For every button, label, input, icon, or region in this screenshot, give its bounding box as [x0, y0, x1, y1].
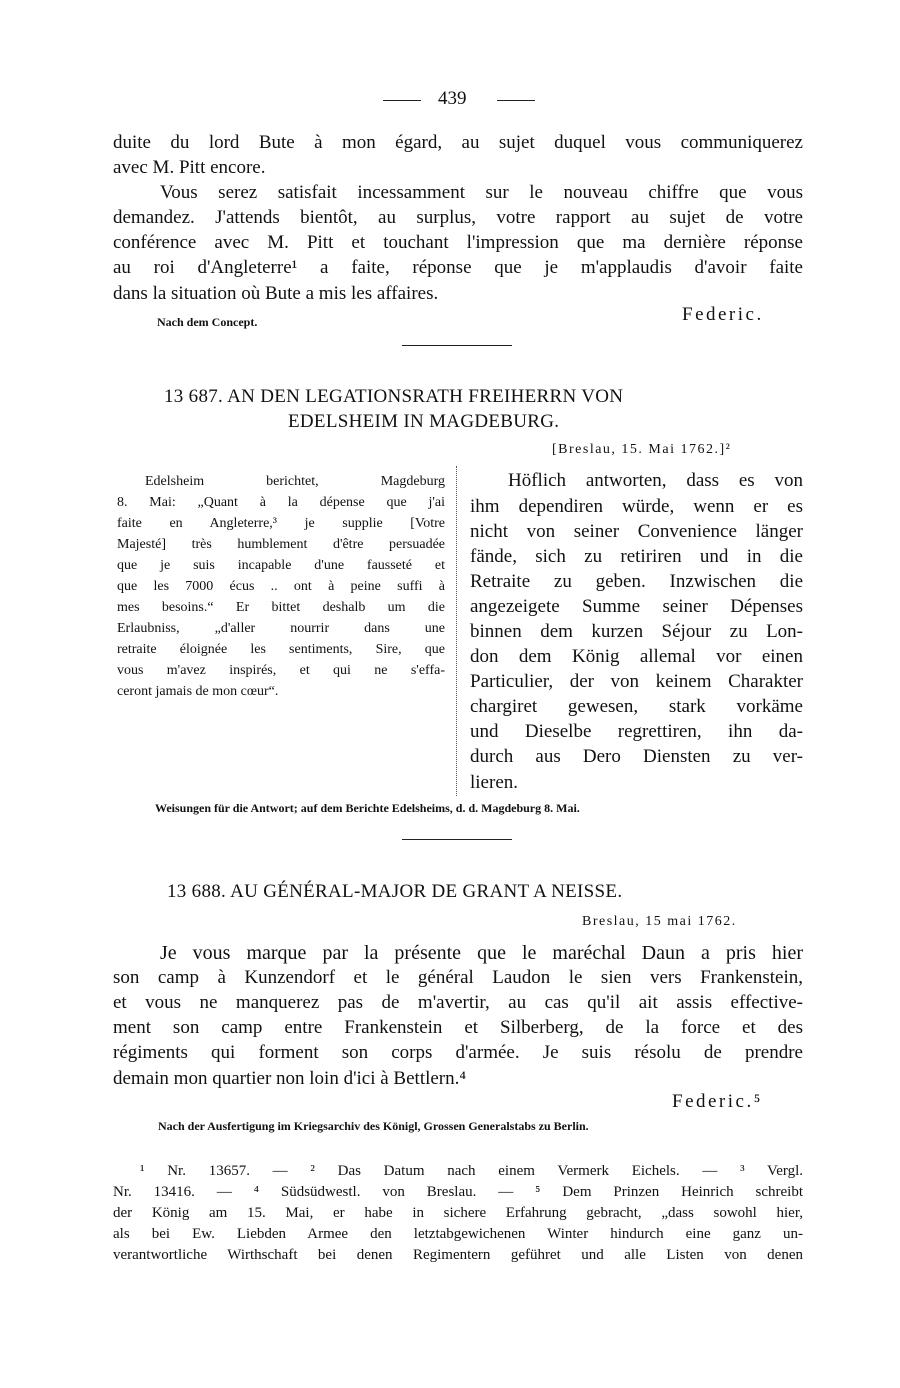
letter-line: régiments qui forment son corps d'armée. Je suis résolu de prendre [113, 1042, 803, 1063]
reply-line: Particulier, der von keinem Charakter [470, 671, 803, 692]
column-divider [456, 466, 457, 796]
reply-line: Retraite zu geben. Inzwischen die [470, 571, 803, 592]
report-line: Majesté] très humblement d'être persuadée [117, 537, 445, 552]
footnote-line: der König am 15. Mai, er habe in sichere Erfahrung gebracht, „dass sowohl hier, [113, 1205, 803, 1221]
letter-line: son camp à Kunzendorf et le général Laudon le sien vers Frankenstein, [113, 967, 803, 988]
reply-line: und Dieselbe regrettiren, ihn da- [470, 721, 803, 742]
letter-line: demain mon quartier non loin d'ici à Bettlern.⁴ [113, 1068, 467, 1089]
report-line: Edelsheim berichtet, Magdeburg [145, 474, 445, 489]
letter-13688-signature: Federic.⁵ [672, 1091, 763, 1112]
intro-signature: Federic. [682, 304, 764, 325]
reply-line: angezeigete Summe seiner Dépenses [470, 596, 803, 617]
report-line: mes besoins.“ Er bittet deshalb um die [117, 600, 445, 615]
report-line: que je suis incapable d'une fausseté et [117, 558, 445, 573]
footnote-line: verantwortliche Wirthschaft bei denen Regimentern geführet und alle Listen von denen [113, 1247, 803, 1263]
intro-source-note: Nach dem Concept. [157, 315, 258, 329]
reply-line: binnen dem kurzen Séjour zu Lon- [470, 621, 803, 642]
intro-line: dans la situation où Bute a mis les affaires. [113, 283, 439, 304]
reply-line: Höflich antworten, dass es von [508, 470, 803, 491]
report-line: ceront jamais de mon cœur“. [117, 684, 279, 699]
reply-line: nicht von seiner Convenience länger [470, 521, 803, 542]
letter-line: ment son camp entre Frankenstein et Silberberg, de la force et des [113, 1017, 803, 1038]
footnote-line: als bei Ew. Liebden Armee den letztabgewichenen Winter hindurch eine ganz un- [113, 1226, 803, 1242]
reply-line: ihm dependiren würde, wenn er es [470, 496, 803, 517]
letter-line: et vous ne manquerez pas de m'avertir, au cas qu'il ait assis effective- [113, 992, 803, 1013]
report-line: 8. Mai: „Quant à la dépense que j'ai [117, 495, 445, 510]
letter-13687-heading-line1: 13 687. AN DEN LEGATIONSRATH FREIHERRN VON [164, 386, 624, 407]
intro-line: avec M. Pitt encore. [113, 157, 266, 178]
section-divider [402, 345, 512, 346]
intro-line: demandez. J'attends bientôt, au surplus, votre rapport au sujet de votre [113, 207, 803, 228]
report-line: Erlaubniss, „d'aller nourrir dans une [117, 621, 445, 636]
report-line: retraite éloignée les sentiments, Sire, que [117, 642, 445, 657]
footnote-line: Nr. 13416. — ⁴ Südsüdwestl. von Breslau. — ⁵ Dem Prinzen Heinrich schreibt [113, 1184, 803, 1200]
letter-13688-dateline: Breslau, 15 mai 1762. [582, 914, 737, 929]
reply-line: durch aus Dero Diensten zu ver- [470, 746, 803, 767]
reply-line: lieren. [470, 772, 519, 793]
reply-line: don dem König allemal vor einen [470, 646, 803, 667]
intro-line: au roi d'Angleterre¹ a faite, réponse que je m'applaudis d'avoir faite [113, 257, 803, 278]
letter-13688-source-note: Nach der Ausfertigung im Kriegsarchiv des Königl, Grossen Generalstabs zu Berlin. [158, 1119, 589, 1133]
intro-line: conférence avec M. Pitt et touchant l'impression que ma dernière réponse [113, 232, 803, 253]
letter-13687-heading-line2: EDELSHEIM IN MAGDEBURG. [288, 411, 560, 432]
footnote-line: ¹ Nr. 13657. — ² Das Datum nach einem Vermerk Eichels. — ³ Vergl. [140, 1163, 803, 1179]
page-number-dash-left [383, 100, 421, 101]
report-line: que les 7000 écus .. ont à peine suffi à [117, 579, 445, 594]
letter-13687-source-note: Weisungen für die Antwort; auf dem Berichte Edelsheims, d. d. Magdeburg 8. Mai. [155, 801, 580, 815]
letter-line: Je vous marque par la présente que le maréchal Daun a pris hier [160, 942, 803, 964]
report-line: vous m'avez inspirés, et qui ne s'effa- [117, 663, 445, 678]
reply-line: chargiret gewesen, stark vorkäme [470, 696, 803, 717]
page-number-dash-right [497, 100, 535, 101]
reply-line: fände, sich zu retiriren und in die [470, 546, 803, 567]
section-divider [402, 839, 512, 840]
page-number: 439 [438, 88, 467, 109]
letter-13688-heading: 13 688. AU GÉNÉRAL-MAJOR DE GRANT A NEISSE. [167, 881, 623, 902]
report-line: faite en Angleterre,³ je supplie [Votre [117, 516, 445, 531]
intro-line: Vous serez satisfait incessamment sur le nouveau chiffre que vous [160, 182, 803, 203]
letter-13687-dateline: [Breslau, 15. Mai 1762.]² [552, 442, 732, 457]
intro-line: duite du lord Bute à mon égard, au sujet duquel vous communiquerez [113, 132, 803, 153]
